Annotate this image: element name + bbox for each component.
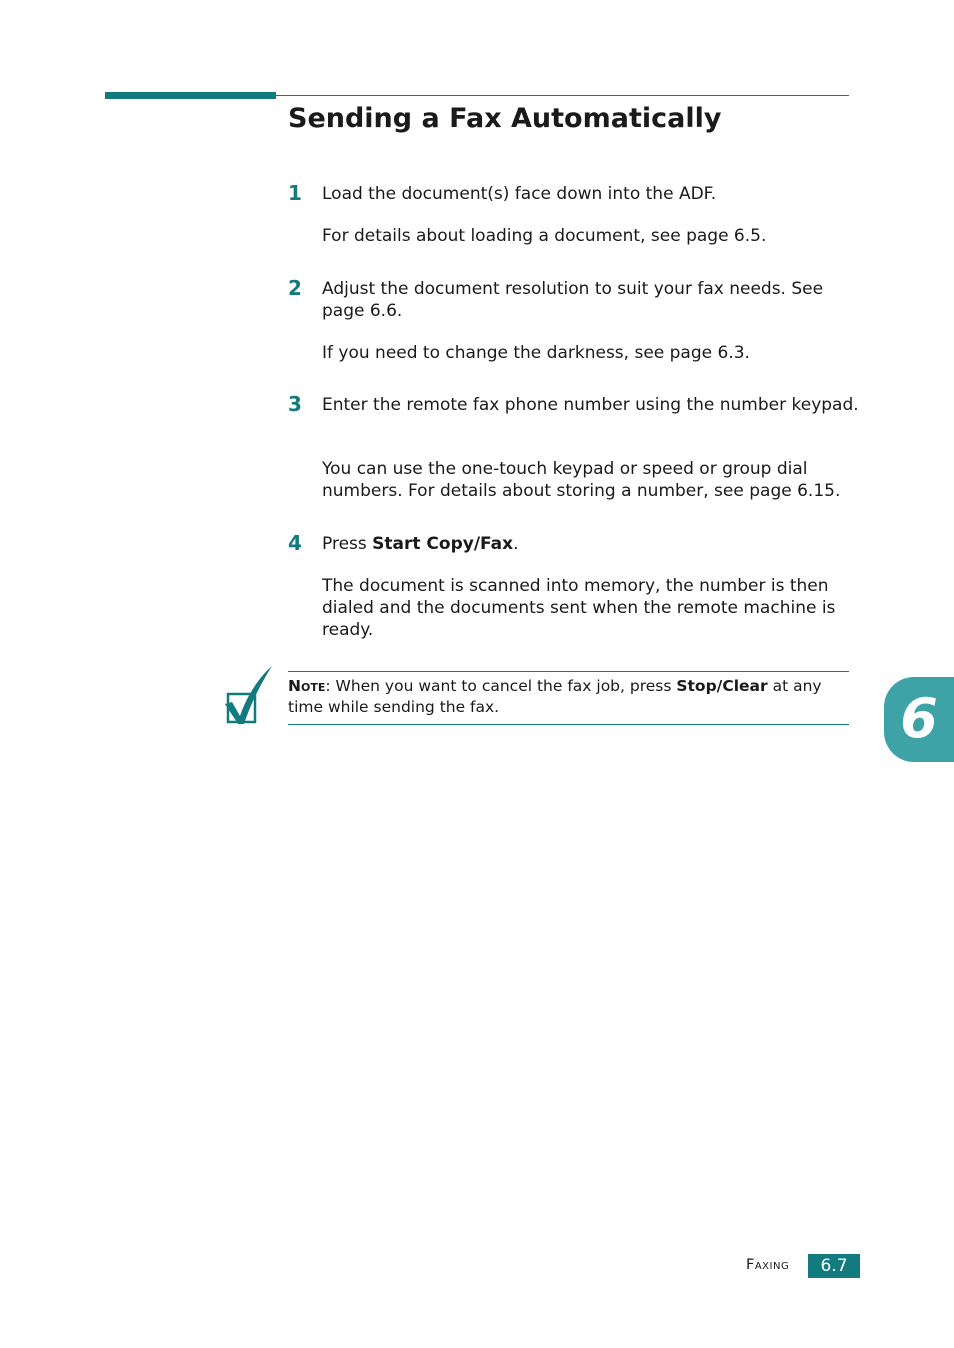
step-text-4 — [322, 533, 867, 555]
note-text-prefix: : When you want to cancel the fax job, press — [325, 677, 677, 695]
footer-page-number: 6.7 — [808, 1254, 860, 1278]
step-number-4: 4 — [288, 531, 302, 555]
note-rule-bottom — [288, 724, 849, 725]
step-number-2: 2 — [288, 276, 302, 300]
checkmark-note-icon — [224, 664, 274, 726]
chapter-number: 6 — [900, 687, 938, 750]
step-text-1: Load the document(s) face down into the ADF. — [322, 184, 717, 204]
step-text-4-suffix: . — [513, 534, 519, 554]
step-detail-2: If you need to change the darkness, see page 6.3. — [322, 343, 750, 363]
step-detail-4: The document is scanned into memory, the number is then dialed and the documents sent when the remote machine is ready. — [322, 576, 836, 640]
step-text-4-prefix: Press — [322, 534, 373, 554]
step-detail-1: For details about loading a document, see page 6.5. — [322, 226, 767, 246]
footer-section-label: Faxing — [746, 1257, 790, 1273]
step-number-1: 1 — [288, 181, 302, 205]
stop-clear-key-label: Stop/Clear — [676, 677, 768, 695]
step-text-3: Enter the remote fax phone number using the number keypad. — [322, 395, 859, 415]
page-title: Sending a Fax Automatically — [288, 103, 722, 134]
note-rule-top — [288, 671, 849, 672]
start-copy-fax-key-label: Start Copy/Fax — [372, 534, 514, 554]
step-text-2: Adjust the document resolution to suit your fax needs. See page 6.6. — [322, 279, 824, 321]
header-rule-thick — [105, 92, 276, 99]
note-text-suffix: at any time while sending the fax. — [288, 677, 822, 716]
step-number-3: 3 — [288, 392, 302, 416]
note-label: Note — [288, 677, 326, 695]
note-text — [288, 676, 853, 718]
header-rule-thin — [276, 95, 849, 96]
step-detail-3: You can use the one-touch keypad or speed or group dial numbers. For details about storing a number, see page 6.15. — [322, 459, 841, 501]
chapter-tab — [884, 677, 954, 762]
